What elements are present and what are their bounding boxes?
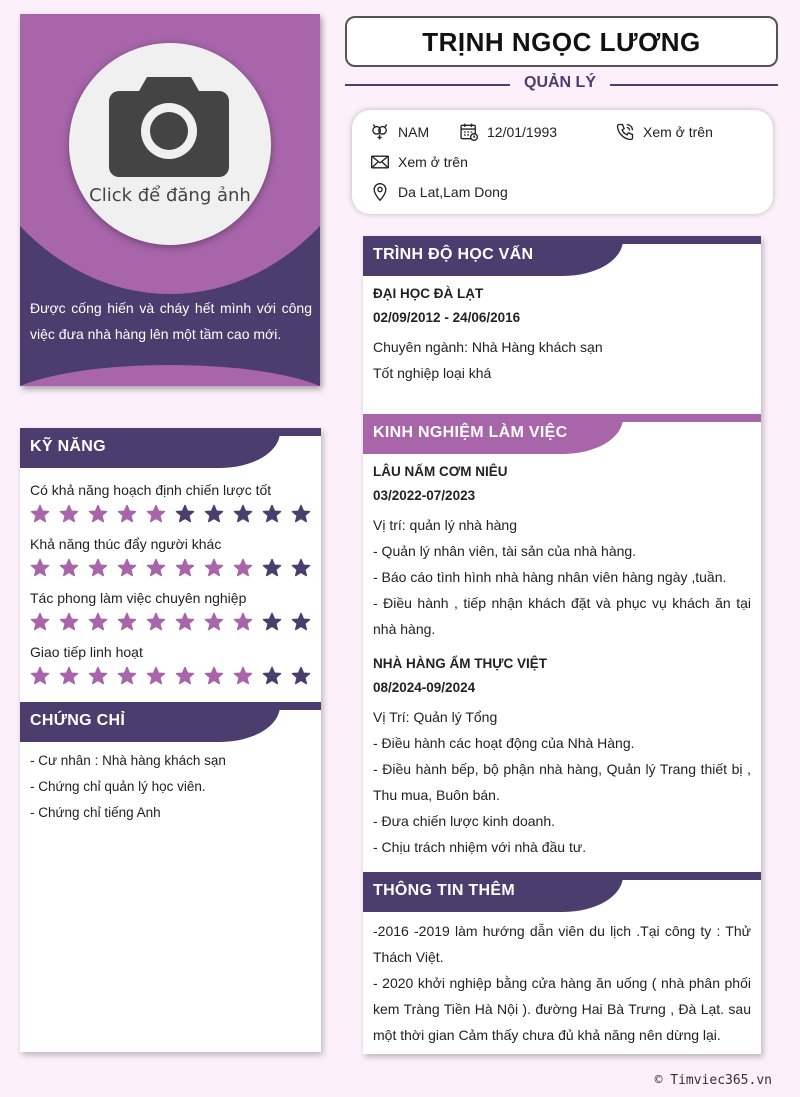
experience-header [363,414,761,454]
extra-info-title: THÔNG TIN THÊM [373,882,515,899]
location-pin-icon [370,182,390,202]
star-filled-icon [30,558,50,578]
gender-value: NAM [398,124,430,140]
star-filled-icon [59,612,79,632]
job-line: Vị Trí: Quản lý Tổng [373,709,498,725]
skills-list [20,468,321,686]
star-empty-icon [204,504,224,524]
profile-card [20,14,320,386]
star-empty-icon [175,504,195,524]
job-company: NHÀ HÀNG ẨM THỰC VIỆT [373,656,547,671]
contact-phone [615,122,713,142]
star-filled-icon [233,666,253,686]
list-item: - Cư nhân : Nhà hàng khách sạn [30,753,226,768]
profile-bottom-arc [20,365,320,386]
star-filled-icon [204,558,224,578]
gender-icon [370,122,390,142]
skills-header [20,428,321,468]
star-filled-icon [175,612,195,632]
job-period: 03/2022-07/2023 [373,488,476,503]
phone-icon [615,122,635,142]
experience-title: KINH NGHIỆM LÀM VIỆC [373,424,568,441]
star-empty-icon [291,666,311,686]
phone-value: Xem ở trên [643,124,713,140]
skill-rating [30,504,311,524]
extra-info-header [363,872,761,912]
star-filled-icon [88,504,108,524]
address-value: Da Lat,Lam Dong [398,184,508,200]
star-filled-icon [30,666,50,686]
birthday-value: 12/01/1993 [487,124,558,140]
calendar-icon [459,122,479,142]
extra-line: -2016 -2019 làm hướng dẫn viên du lịch .Tại công ty : Thử Thách Việt. [373,923,751,965]
star-filled-icon [88,612,108,632]
education-header [363,236,761,276]
star-filled-icon [59,504,79,524]
education-period: 02/09/2012 - 24/06/2016 [373,310,521,325]
certificates-title: CHỨNG CHỈ [30,712,126,729]
job-company: LÂU NẤM CƠM NIÊU [373,464,508,479]
job-period: 08/2024-09/2024 [373,680,476,695]
star-empty-icon [291,504,311,524]
skill-name: Có khả năng hoạch định chiến lược tốt [30,482,272,498]
contact-email [370,152,468,172]
star-filled-icon [88,558,108,578]
star-filled-icon [204,666,224,686]
job-line: - Đưa chiến lược kinh doanh. [373,813,556,829]
certificates-list [20,742,321,832]
certificates-header [20,702,321,742]
footer-credit: © Timviec365.vn [654,1073,772,1088]
education-block [363,276,761,396]
job-line: - Báo cáo tình hình nhà hàng nhân viên hàng ngày ,tuần. [373,569,727,585]
star-filled-icon [117,612,137,632]
star-filled-icon [117,504,137,524]
list-item: - Chứng chỉ tiếng Anh [30,805,161,820]
star-filled-icon [30,504,50,524]
star-filled-icon [146,612,166,632]
job-line: - Quản lý nhân viên, tài sản của nhà hàng. [373,543,637,559]
email-icon [370,152,390,172]
star-empty-icon [262,666,282,686]
contact-address [370,182,508,202]
star-filled-icon [146,504,166,524]
star-filled-icon [233,558,253,578]
star-filled-icon [233,612,253,632]
star-filled-icon [88,666,108,686]
job-line: Vị trí: quản lý nhà hàng [373,517,517,533]
star-filled-icon [146,666,166,686]
star-filled-icon [204,612,224,632]
experience-block [363,454,761,870]
candidate-name: TRỊNH NGỌC LƯƠNG [422,27,701,57]
list-item: - Chứng chỉ quản lý học viên. [30,779,206,794]
left-panel [20,428,321,1052]
skill-rating [30,558,311,578]
star-empty-icon [291,612,311,632]
skill-name: Khả năng thúc đẩy người khác [30,536,222,552]
right-panel [363,236,761,1054]
star-filled-icon [175,666,195,686]
contact-gender [370,122,429,142]
name-box [345,16,778,67]
job-line: - Điều hành bếp, bộ phận nhà hàng, Quản lý Trang thiết bị , Thu mua, Buôn bán. [373,761,751,803]
extra-line: - 2020 khởi nghiệp bằng cửa hàng ăn uống ( nhà phân phối kem Tràng Tiền Hà Nội ). đường Hai Bà Trưng , Đà Lạt. sau một thời gian Cảm thấy chưa đủ khả năng nên dừng lại. [373,975,751,1043]
photo-label: Click để đăng ảnh [89,185,251,206]
star-filled-icon [30,612,50,632]
photo-upload[interactable] [69,43,271,245]
school-name: ĐẠI HỌC ĐÀ LẠT [373,286,484,301]
star-filled-icon [117,666,137,686]
job-line: - Điều hành , tiếp nhận khách đặt và phục vụ khách ăn tại nhà hàng. [373,595,751,637]
camera-icon [109,73,229,177]
skill-rating [30,666,311,686]
skill-name: Giao tiếp linh hoạt [30,644,143,660]
star-empty-icon [233,504,253,524]
education-title: TRÌNH ĐỘ HỌC VẤN [373,246,534,263]
contact-birthday [459,122,557,142]
star-empty-icon [291,558,311,578]
job-line: - Điều hành các hoạt động của Nhà Hàng. [373,735,635,751]
skill-name: Tác phong làm việc chuyên nghiệp [30,590,247,606]
star-filled-icon [59,666,79,686]
contact-box [352,110,773,214]
extra-info-block [363,912,761,1058]
star-empty-icon [262,612,282,632]
education-grade: Tốt nghiệp loại khá [373,365,492,381]
star-filled-icon [146,558,166,578]
education-major: Chuyên ngành: Nhà Hàng khách sạn [373,339,603,355]
star-filled-icon [117,558,137,578]
skill-rating [30,612,311,632]
star-empty-icon [262,504,282,524]
star-empty-icon [262,558,282,578]
profile-bio: Được cống hiến và cháy hết mình với công việc đưa nhà hàng lên một tầm cao mới. [30,300,312,342]
email-value: Xem ở trên [398,154,468,170]
job-line: - Chịu trách nhiệm với nhà đầu tư. [373,839,587,855]
job-role: QUẢN LÝ [510,74,610,92]
star-filled-icon [175,558,195,578]
skills-title: KỸ NĂNG [30,438,106,455]
star-filled-icon [59,558,79,578]
